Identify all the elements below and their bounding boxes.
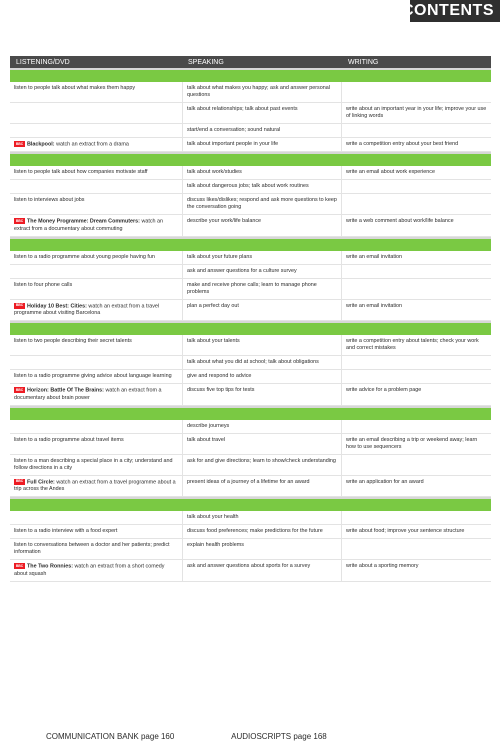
listening-cell	[10, 455, 183, 475]
listening-cell	[10, 539, 183, 559]
listening-text: listen to interviews about jobs	[14, 197, 85, 204]
speaking-cell: ask and answer questions for a culture survey	[183, 265, 342, 278]
table-row	[10, 476, 491, 497]
bbc-logo-icon: BBC	[15, 218, 24, 223]
speaking-cell: discuss food preferences; make predictions for the future	[183, 525, 342, 538]
unit-divider	[10, 152, 491, 166]
speaking-cell: talk about relationships; talk about past events	[183, 103, 342, 123]
table-row	[10, 300, 491, 321]
speaking-cell: ask for and give directions; learn to show/check understanding	[183, 455, 342, 475]
bbc-logo-icon: BBC	[15, 563, 24, 568]
writing-cell: write a web comment about work/life balance	[346, 218, 454, 225]
table-row	[10, 356, 491, 370]
speaking-cell: present ideas of a journey of a lifetime for an award	[183, 476, 342, 496]
dvd-programme-title: The Money Programme: Dream Commuters:	[27, 218, 140, 225]
listening-text: listen to a radio programme about young people having fun	[14, 253, 155, 260]
speaking-cell: start/end a conversation; sound natural	[183, 124, 342, 137]
writing-cell: write an email invitation	[346, 302, 403, 309]
listening-text: listen to four phone calls	[14, 281, 73, 288]
bbc-logo-icon: BBC	[15, 479, 24, 484]
speaking-cell: talk about important people in your life	[183, 138, 342, 151]
writing-cell	[342, 82, 491, 102]
writing-cell	[342, 370, 491, 383]
audioscripts-link[interactable]: AUDIOSCRIPTS page 168	[231, 732, 327, 741]
table-row	[10, 180, 491, 194]
writing-cell: write about food; improve your sentence structure	[346, 528, 465, 535]
listening-cell	[10, 124, 183, 137]
speaking-cell: make and receive phone calls; learn to manage phone problems	[183, 279, 342, 299]
table-row	[10, 560, 491, 581]
communication-bank-link[interactable]: COMMUNICATION BANK page 160	[46, 732, 175, 741]
dvd-programme-title: The Two Ronnies:	[27, 563, 74, 570]
bbc-logo-icon: BBC	[15, 387, 24, 392]
listening-text: watch an extract from a travel programme about visiting Barcelona	[14, 303, 160, 317]
bbc-logo-icon: BBC	[15, 141, 24, 146]
unit-divider	[10, 68, 491, 82]
writing-cell	[342, 356, 491, 369]
speaking-cell: explain health problems	[183, 539, 342, 559]
writing-cell	[342, 511, 491, 524]
table-row	[10, 166, 491, 180]
speaking-cell: describe journeys	[183, 420, 342, 433]
header-speaking: SPEAKING	[188, 58, 224, 66]
listening-cell	[10, 384, 183, 404]
dvd-programme-title: Holiday 10 Best: Cities:	[27, 303, 87, 310]
listening-text: listen to a radio programme giving advice about language learning	[14, 373, 172, 380]
listening-text: listen to people talk about what makes them happy	[14, 85, 136, 91]
speaking-cell: discuss likes/dislikes; respond and ask more questions to keep the conversation going	[183, 194, 342, 214]
table-row	[10, 525, 491, 539]
dvd-programme-title: Horizon: Battle Of The Brains:	[27, 387, 104, 394]
writing-cell	[342, 194, 491, 214]
listening-cell	[10, 215, 183, 235]
table-row	[10, 82, 491, 103]
dvd-programme-title: Full Circle:	[27, 479, 55, 486]
writing-cell	[342, 124, 491, 137]
listening-text: watch an extract from a documentary about commuting	[14, 218, 164, 232]
table-row	[10, 279, 491, 300]
table-row	[10, 539, 491, 560]
writing-cell: write an email invitation	[346, 253, 403, 260]
listening-cell	[10, 420, 183, 433]
units-container	[10, 68, 491, 582]
table-row	[10, 124, 491, 138]
listening-cell	[10, 434, 183, 454]
listening-text: watch an extract from a documentary about brain power	[14, 387, 162, 401]
speaking-cell: talk about what makes you happy; ask and answer personal questions	[183, 82, 342, 102]
table-row	[10, 384, 491, 405]
listening-cell	[10, 180, 183, 193]
speaking-cell: talk about your talents	[183, 335, 342, 355]
unit-divider	[10, 321, 491, 335]
page-title-bar	[402, 0, 500, 22]
contents-table	[10, 56, 491, 582]
speaking-cell: talk about your health	[183, 511, 342, 524]
writing-cell	[342, 265, 491, 278]
speaking-cell: discuss five top tips for tests	[183, 384, 342, 404]
table-row	[10, 215, 491, 236]
table-row	[10, 103, 491, 124]
listening-cell	[10, 370, 183, 383]
page-title: CONTENTS	[402, 2, 494, 19]
listening-cell	[10, 525, 183, 538]
unit-divider	[10, 237, 491, 251]
writing-cell	[342, 420, 491, 433]
listening-text: listen to a man describing a special place in a city; understand and follow directions in a city	[14, 457, 173, 471]
bbc-logo-icon: BBC	[15, 303, 24, 308]
listening-cell	[10, 138, 183, 151]
header-writing: WRITING	[348, 58, 379, 66]
listening-cell	[10, 560, 183, 580]
listening-cell	[10, 82, 183, 102]
listening-cell	[10, 194, 183, 214]
unit-divider	[10, 497, 491, 511]
writing-cell: write an email describing a trip or weekend away; learn how to use sequencers	[346, 436, 478, 450]
listening-text: listen to a radio interview with a food expert	[14, 528, 118, 535]
listening-text: watch an extract from a travel programme about a trip across the Andes	[14, 479, 176, 493]
speaking-cell: talk about dangerous jobs; talk about work routines	[183, 180, 342, 193]
table-row	[10, 251, 491, 265]
writing-cell: write an email about work experience	[346, 169, 435, 176]
listening-cell	[10, 476, 183, 496]
writing-cell: write a competition entry about talents; check your work and correct mistakes	[346, 338, 479, 352]
table-row	[10, 511, 491, 525]
listening-text: watch an extract from a drama	[56, 141, 129, 148]
listening-text: listen to two people describing their secret talents	[14, 338, 132, 345]
listening-cell	[10, 300, 183, 320]
listening-cell	[10, 335, 183, 355]
listening-cell	[10, 265, 183, 278]
dvd-programme-title: Blackpool:	[27, 141, 55, 148]
table-row	[10, 194, 491, 215]
speaking-cell: talk about your future plans	[183, 251, 342, 264]
listening-cell	[10, 166, 183, 179]
listening-text: watch an extract from a short comedy about squash	[14, 563, 165, 577]
listening-cell	[10, 356, 183, 369]
listening-text: listen to conversations between a doctor and her patients; predict information	[14, 542, 170, 556]
writing-cell: write advice for a problem page	[346, 387, 422, 394]
writing-cell	[342, 279, 491, 299]
writing-cell	[342, 180, 491, 193]
listening-cell	[10, 103, 183, 123]
table-row	[10, 335, 491, 356]
unit-divider	[10, 406, 491, 420]
listening-cell	[10, 279, 183, 299]
table-row	[10, 420, 491, 434]
footer	[46, 732, 382, 741]
writing-cell	[342, 539, 491, 559]
writing-cell	[342, 455, 491, 475]
header-listening: LISTENING/DVD	[16, 58, 70, 66]
table-row	[10, 434, 491, 455]
speaking-cell: talk about what you did at school; talk about obligations	[183, 356, 342, 369]
listening-cell	[10, 511, 183, 524]
speaking-cell: describe your work/life balance	[183, 215, 342, 235]
speaking-cell: ask and answer questions about sports for a survey	[183, 560, 342, 580]
writing-cell: write about an important year in your life; improve your use of linking words	[346, 106, 487, 119]
listening-text: listen to people talk about how companies motivate staff	[14, 169, 148, 176]
writing-cell: write a competition entry about your best friend	[346, 141, 459, 147]
writing-cell: write an application for an award	[346, 478, 424, 485]
writing-cell: write about a sporting memory	[346, 563, 419, 570]
listening-cell	[10, 251, 183, 264]
speaking-cell: talk about travel	[183, 434, 342, 454]
table-header	[10, 56, 491, 68]
table-row	[10, 265, 491, 279]
listening-text: listen to a radio programme about travel items	[14, 436, 124, 443]
table-row	[10, 370, 491, 384]
speaking-cell: plan a perfect day out	[183, 300, 342, 320]
table-row	[10, 455, 491, 476]
table-row	[10, 138, 491, 152]
speaking-cell: give and respond to advice	[183, 370, 342, 383]
speaking-cell: talk about work/studies	[183, 166, 342, 179]
